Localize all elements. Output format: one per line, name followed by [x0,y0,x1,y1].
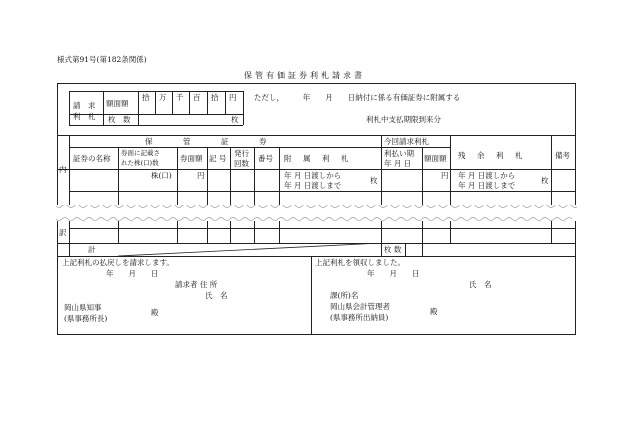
coupon-to: 年 月 日渡しまで [284,181,342,190]
coupon-unit: 枚 [370,176,378,185]
col-issue-count-2: 回数 [234,159,249,168]
refund-request-text: 上記利札の払戻しを請求します。 [62,258,174,267]
col-remarks: 備考 [555,151,570,160]
form-number: 様式第91号(第182条関係) [57,55,147,64]
unit-shares: 株(口) [151,171,172,180]
remaining-unit: 枚 [541,176,549,185]
total-diagonal [118,243,382,256]
receipt-text: 上記利札を領収しました。 [315,258,405,267]
honorific: 殿 [151,308,159,317]
requester-address: 請求者 住 所 [175,280,218,289]
department-name: 課(所)名 [330,291,359,300]
total-count-label: 枚 数 [384,245,402,254]
col-due-date-2: 年 月 日 [384,159,412,168]
note-line-1: ただし， 年 月 日納付に係る有価証券に附属する [254,93,461,102]
receiver-name: 氏 名 [469,280,492,289]
col-issue-count: 発行 [234,149,249,158]
request-coupon-label: 請 求 利 札 [73,101,96,121]
group-custody-securities: 保 管 証 券 [145,137,269,146]
col-shares: 券面に記載さ [121,149,160,157]
unit-yen: 円 [197,171,205,180]
side-label-inner: 内 [59,165,67,174]
page-title: 保管有価証券利札請求書 [244,71,365,80]
col-shares-2: れた株(口)数 [121,159,159,167]
coupon-from: 年 月 日渡しから [284,171,342,180]
col-security-name: 証券の名称 [73,154,111,163]
digit-unit: 万 [159,93,167,102]
requester-name: 氏 名 [205,291,228,300]
office-cashier: (県事務所出納員) [330,313,389,322]
side-label-breakdown: 訳 [59,228,67,237]
col-number: 番号 [258,154,273,163]
accounting-manager: 岡山県会計管理者 [330,302,390,311]
prefecture-office-head: (県事務所長) [64,314,108,323]
col-attached-coupon: 附 属 利 札 [284,154,351,163]
count-unit: 枚 [231,115,239,124]
group-current-coupon: 今回請求利札 [384,137,429,146]
governor: 岡山県知事 [64,303,102,312]
digit-unit: 拾 [211,93,219,102]
honorific: 殿 [430,307,438,316]
note-line-2: 利札中支払期限到来分 [366,115,441,124]
request-date: 年 月 日 [106,269,159,278]
count-label: 枚 数 [108,115,131,124]
torn-break [56,205,577,221]
digit-unit: 円 [229,93,237,102]
remaining-to: 年 月 日渡しまで [458,181,516,190]
digit-unit: 拾 [142,93,150,102]
digit-unit: 百 [193,93,201,102]
col-symbol: 記 号 [209,154,227,163]
remaining-from: 年 月 日渡しから [458,171,516,180]
unit-yen: 円 [441,171,449,180]
col-face-amount: 券面額 [180,154,203,163]
face-value-label: 額面額 [106,99,129,108]
receipt-date: 年 月 日 [367,269,420,278]
digit-unit: 千 [176,93,184,102]
col-remaining-coupon: 残 余 利 札 [458,151,525,160]
col-due-date: 利払い期 [384,149,414,158]
col-current-face: 額面額 [424,154,447,163]
total-label: 計 [88,245,96,254]
